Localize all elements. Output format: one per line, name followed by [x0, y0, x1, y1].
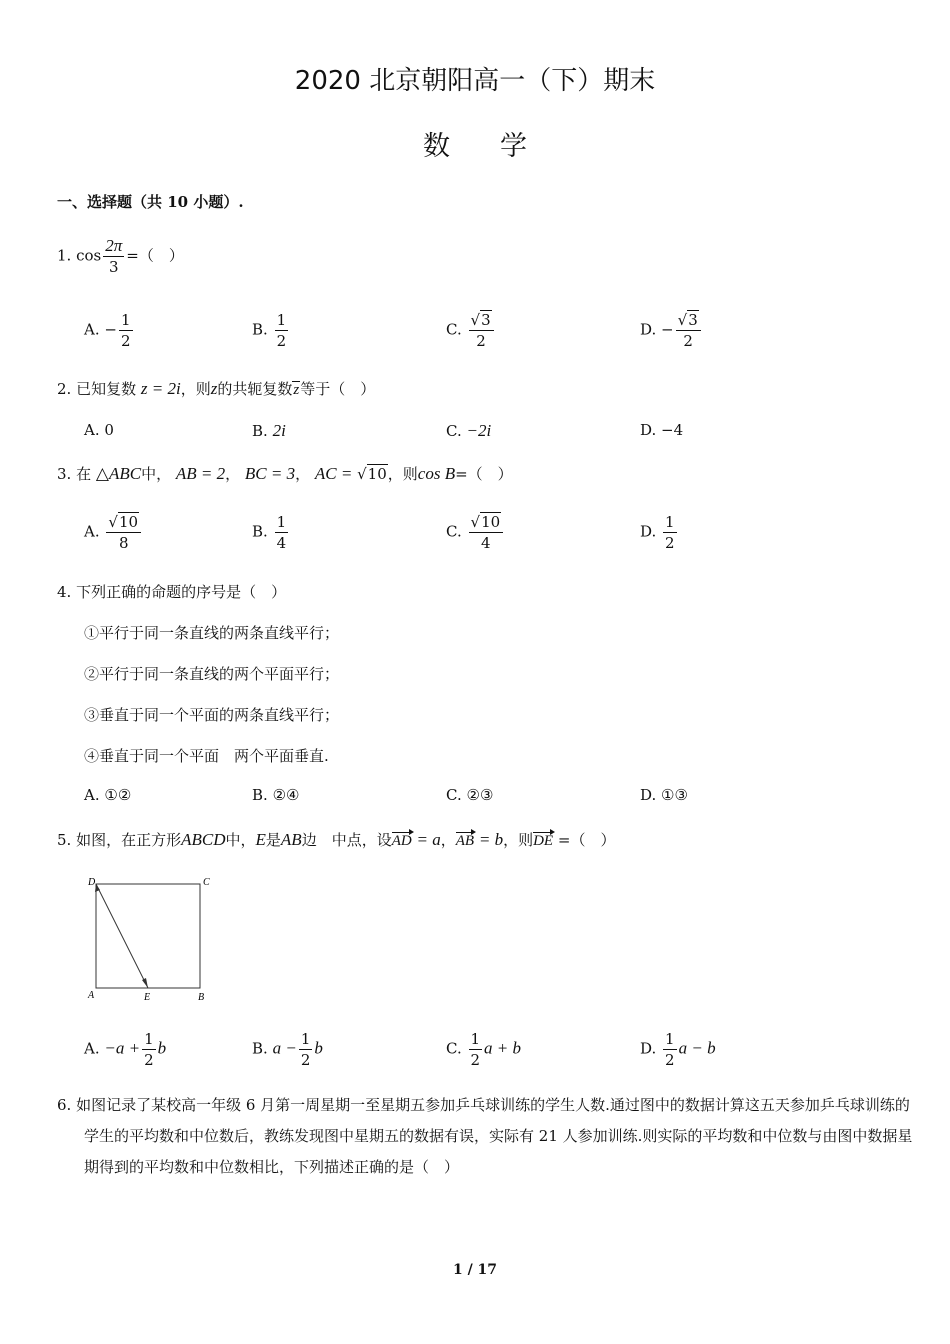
- option-value: ②④: [272, 786, 300, 804]
- option-fraction: [275, 512, 289, 553]
- frac-num: [469, 512, 504, 533]
- option-value: ②③: [466, 786, 494, 804]
- q3-then: ，则: [387, 465, 418, 483]
- option-post: b: [157, 1038, 167, 1058]
- q5-mid4: ，则: [503, 831, 534, 849]
- option-label: D.: [640, 320, 657, 339]
- option-label: D.: [640, 421, 657, 439]
- label-b: B: [198, 992, 205, 1003]
- option-value: ①③: [661, 786, 688, 804]
- question-1: [57, 236, 184, 277]
- frac-num: 1: [276, 513, 287, 531]
- q3-cosb: cos B: [417, 464, 456, 483]
- vector-ab: AB: [455, 833, 475, 849]
- q3-ab: AB = 2: [175, 464, 226, 483]
- q5-suffix: =（ ）: [557, 831, 616, 849]
- option-fraction: [469, 310, 494, 351]
- q5-eq-a: = a: [416, 830, 441, 849]
- frac-den: 2: [665, 1051, 675, 1069]
- option-label: A.: [84, 522, 100, 541]
- q1-option-d[interactable]: [640, 310, 703, 351]
- frac-den: 2: [665, 534, 675, 552]
- option-fraction: [119, 310, 133, 351]
- option-fraction: [663, 512, 677, 553]
- q5-square: ABCD: [181, 830, 226, 849]
- option-pre: a −: [272, 1038, 297, 1058]
- q2-expr: z = 2i: [140, 379, 181, 398]
- option-label: D.: [640, 522, 657, 541]
- option-label: B.: [252, 320, 268, 339]
- frac-den: 2: [476, 332, 486, 350]
- option-label: C.: [446, 422, 462, 440]
- q5-mid3: 边 中点，设: [301, 831, 392, 849]
- q4-statement-2: ②平行于同一条直线的两个平面平行；: [84, 665, 340, 683]
- q2-mid2: 的共轭复数: [217, 380, 293, 398]
- q4-statement-1: ①平行于同一条直线的两条直线平行；: [84, 624, 340, 642]
- radicand: 3: [481, 311, 491, 329]
- option-fraction: [142, 1029, 156, 1070]
- q3-option-d[interactable]: [640, 512, 679, 553]
- q2-mid: ，则: [180, 380, 211, 398]
- q2-prefix: 2. 已知复数: [57, 380, 137, 398]
- question-4: 4. 下列正确的命题的序号是（ ）: [57, 583, 287, 601]
- page-number: 1 / 17: [452, 1262, 498, 1278]
- section-heading: 一、选择题（共 10 小题）.: [57, 193, 244, 211]
- q1-fraction: [103, 236, 124, 277]
- option-label: B.: [252, 422, 268, 440]
- question-6: 6. 如图记录了某校高一年级 6 月第一周星期一至星期五参加乒乓球训练的学生人数.通过图中的数据计算这五天参加乒乓球训练的学生的平均数和中位数后，教练发现图中星期五的数据有误，实际有 21 人参加训练.则实际的平均数和中位数与由图中数据星期得到的平均数和中位数相比，下列描述正确的是（ ）: [57, 1096, 913, 1176]
- question-2: [57, 378, 375, 399]
- frac-den: 8: [118, 534, 129, 552]
- radicand: 3: [688, 311, 698, 329]
- option-value: 2i: [272, 421, 286, 440]
- option-label: D.: [640, 1039, 657, 1058]
- option-post: a + b: [484, 1038, 522, 1058]
- option-label: A.: [84, 320, 100, 339]
- frac-num: 1: [665, 1030, 675, 1048]
- option-value: 0: [104, 421, 114, 439]
- q4-statement-4: ④垂直于同一个平面 两个平面垂直.: [84, 747, 329, 765]
- option-label: D.: [640, 786, 657, 804]
- frac-num: [676, 310, 701, 331]
- sqrt-sign: √10: [108, 513, 139, 531]
- q1-frac-den: 3: [108, 258, 119, 276]
- radicand: 10: [118, 513, 139, 531]
- option-fraction: [106, 512, 141, 553]
- q3-ac: AC =: [314, 464, 353, 483]
- option-label: A.: [84, 786, 100, 804]
- subject-title: 数学: [423, 131, 577, 162]
- q5-eq-b: = b: [478, 830, 504, 849]
- frac-den: 4: [276, 534, 287, 552]
- frac-den: 2: [683, 332, 693, 350]
- label-e: E: [144, 992, 151, 1003]
- option-label: B.: [252, 786, 268, 804]
- option-value: ①②: [104, 786, 132, 804]
- option-fraction: [469, 1029, 483, 1070]
- option-pre: −a +: [104, 1038, 141, 1058]
- q1-option-b[interactable]: [252, 310, 290, 351]
- q3-option-a[interactable]: [84, 512, 143, 553]
- q2-option-a[interactable]: [84, 421, 114, 439]
- option-label: C.: [446, 522, 462, 541]
- option-fraction: [676, 310, 701, 351]
- option-fraction: [275, 310, 289, 351]
- frac-num: 1: [276, 311, 287, 329]
- frac-den: 2: [300, 1051, 311, 1069]
- option-value: −2i: [466, 421, 492, 440]
- option-label: C.: [446, 1039, 462, 1058]
- label-a: A: [88, 990, 95, 1001]
- option-label: A.: [84, 1039, 100, 1058]
- q5-prefix: 5. 如图，在正方形: [57, 831, 182, 849]
- sqrt-sign: √10: [470, 513, 501, 531]
- q1-option-a[interactable]: [84, 310, 135, 351]
- option-label: A.: [84, 421, 100, 439]
- square-outline: [96, 884, 200, 988]
- option-label: B.: [252, 522, 268, 541]
- frac-den: 2: [276, 332, 287, 350]
- q3-suffix: =（ ）: [455, 465, 513, 483]
- option-post: b: [314, 1038, 323, 1058]
- q5-option-d[interactable]: [640, 1029, 716, 1070]
- q3-option-c[interactable]: [446, 512, 505, 553]
- frac-num: 1: [470, 1030, 481, 1048]
- frac-num: [469, 310, 494, 331]
- frac-den: 2: [470, 1051, 481, 1069]
- q2-var: z: [210, 379, 218, 398]
- page-title: 2020 北京朝阳高一（下）期末: [294, 66, 656, 96]
- label-c: C: [203, 877, 210, 888]
- q4-option-b[interactable]: [252, 786, 299, 804]
- sqrt-sign: √3: [470, 311, 491, 329]
- frac-num: [106, 512, 141, 533]
- q1-frac-num: 2π: [105, 236, 123, 255]
- frac-den: 2: [144, 1051, 154, 1069]
- vector-ad: AD: [391, 833, 412, 849]
- q4-statement-3: ③垂直于同一个平面的两条直线平行；: [84, 706, 340, 724]
- arrow-head-e: [142, 978, 148, 988]
- q3-bc: BC = 3: [244, 464, 296, 483]
- frac-num: 1: [120, 311, 131, 329]
- q3-mid: 中，: [141, 465, 172, 483]
- q1-option-c[interactable]: [446, 310, 496, 351]
- q1-suffix: =（ ）: [126, 246, 184, 265]
- option-label: B.: [252, 1039, 268, 1058]
- option-sign: −: [661, 320, 674, 339]
- vector-de: DE: [533, 833, 554, 849]
- q5-mid1: 中，: [225, 831, 256, 849]
- q2-conjugate: z: [293, 382, 300, 398]
- sqrt-sign: √3: [677, 311, 698, 329]
- option-value: −4: [661, 421, 684, 439]
- question-5: 5. 如图，在正方形ABCD中，E是AB边 中点，设AD = a，AB = b，则DE =（ ）: [57, 830, 616, 849]
- option-fraction: [663, 1029, 677, 1070]
- q2-option-c[interactable]: [446, 421, 491, 441]
- q2-option-d[interactable]: [640, 421, 683, 439]
- q2-option-b[interactable]: [252, 421, 286, 441]
- q4-option-d[interactable]: [640, 786, 688, 804]
- sqrt-sign: √10: [357, 465, 387, 483]
- label-d: D: [88, 877, 96, 888]
- segment-de: [96, 884, 148, 988]
- frac-den: 2: [120, 332, 131, 350]
- radicand: 10: [481, 513, 501, 531]
- square-figure: [82, 870, 222, 1008]
- q1-prefix: 1.: [57, 246, 72, 265]
- frac-num: 1: [665, 513, 675, 531]
- q3-option-b[interactable]: [252, 512, 290, 553]
- q5-e: E: [255, 830, 266, 849]
- q3-prefix: 3. 在: [57, 465, 92, 483]
- q4-option-c[interactable]: [446, 786, 493, 804]
- q4-option-a[interactable]: [84, 786, 131, 804]
- q3-triangle: △ABC: [95, 464, 142, 483]
- option-post: a − b: [678, 1038, 716, 1058]
- option-sign: −: [104, 320, 117, 339]
- option-label: C.: [446, 320, 462, 339]
- q2-suffix: 等于（ ）: [300, 380, 376, 398]
- q5-option-a[interactable]: [84, 1029, 166, 1070]
- frac-den: 4: [481, 534, 491, 552]
- q5-option-b[interactable]: [252, 1029, 323, 1070]
- option-fraction: [469, 512, 504, 553]
- frac-num: 1: [300, 1030, 311, 1048]
- frac-num: 1: [144, 1030, 154, 1048]
- option-label: C.: [446, 786, 462, 804]
- q5-mid2: 是: [265, 831, 281, 849]
- q5-ab: AB: [280, 830, 302, 849]
- question-3: 3. 在 △ABC中， AB = 2， BC = 3， AC = √10，则cos B=（ ）: [57, 464, 513, 483]
- radicand: 10: [367, 465, 387, 483]
- option-fraction: [299, 1029, 313, 1070]
- q5-option-c[interactable]: [446, 1029, 521, 1070]
- q1-func: cos: [76, 246, 102, 265]
